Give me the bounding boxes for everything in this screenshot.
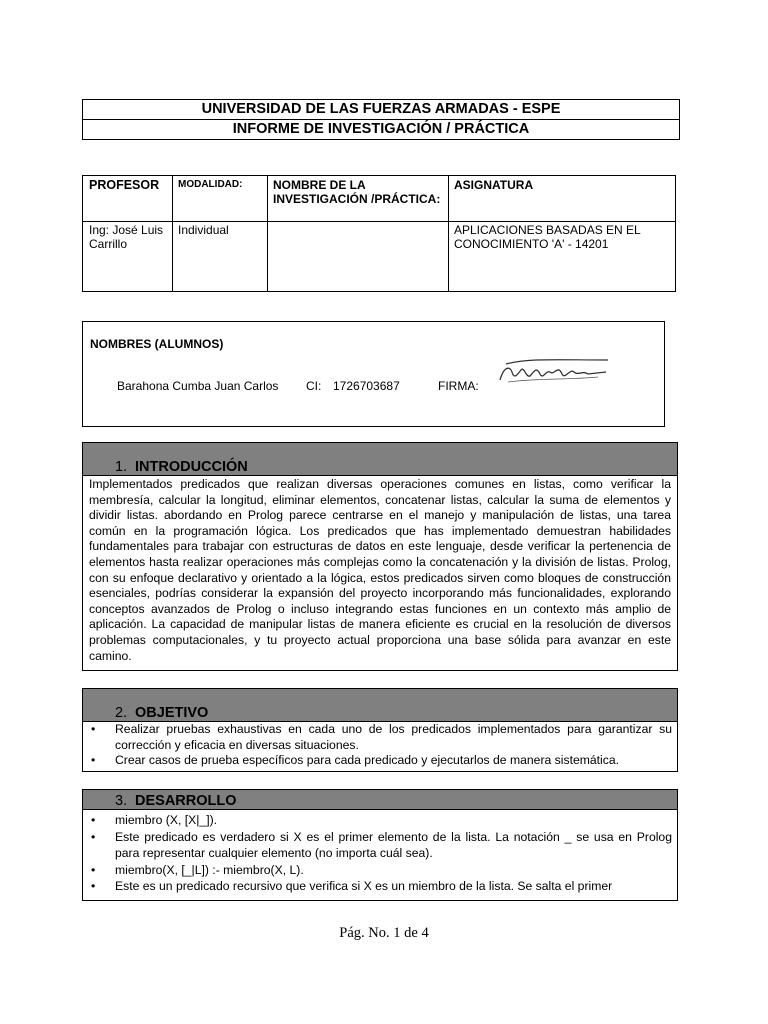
- desarrollo-list: [83, 810, 677, 895]
- firma-label: FIRMA:: [438, 379, 479, 393]
- bullet-icon: •: [91, 813, 96, 827]
- section-header: [83, 689, 677, 722]
- ci-label: CI:: [306, 379, 322, 393]
- list-item: • miembro (X, [X|_]).: [91, 813, 218, 827]
- list-item: • Este es un predicado recursivo que verifica si X es un miembro de la lista. Se salta el primer: [91, 879, 613, 894]
- bullet-icon: •: [91, 722, 96, 736]
- section-introduccion: [82, 442, 678, 671]
- section-objetivo: [82, 688, 678, 772]
- ci-value: 1726703687: [333, 379, 400, 393]
- list-item: • Realizar pruebas exhaustivas en cada uno de los predicados implementados para garantizar su corrección y eficacia en diversas situaciones.: [91, 722, 672, 752]
- bullet-icon: •: [91, 753, 96, 768]
- header-profesor: PROFESOR: [89, 178, 160, 192]
- header-nombre: NOMBRE DE LA INVESTIGACIÓN /PRÁCTICA:: [273, 178, 441, 206]
- value-modalidad: Individual: [178, 223, 229, 237]
- bullet-icon: •: [91, 829, 96, 844]
- section-title: INTRODUCCIÓN: [135, 459, 248, 475]
- students-box: [82, 321, 665, 427]
- section-header: [83, 790, 677, 810]
- info-table: [82, 175, 676, 292]
- signature-image: [488, 352, 618, 388]
- section-title: DESARROLLO: [135, 793, 237, 809]
- report-title: INFORME DE INVESTIGACIÓN / PRÁCTICA: [83, 119, 679, 139]
- bullet-icon: •: [91, 879, 96, 894]
- objetivo-list: [83, 722, 677, 771]
- section-header: [83, 443, 677, 476]
- header-asignatura: ASIGNATURA: [454, 178, 534, 192]
- intro-paragraph: Implementados predicados que realizan diversas operaciones comunes en listas, como verificar la membresía, calcular la longitud, eliminar elementos, concatenar listas, calcular la suma de elementos y dividir listas. abordando en Prolog parece centrarse en el manejo y manipulación de listas, una tarea común en la programación lógica. Los predicados que has implementado demuestran habilidades fundamentales para trabajar con estructuras de datos en este lenguaje, desde verificar la pertenencia de elementos hasta realizar operaciones más complejas como la concatenación y la división de listas. Prolog, con su enfoque declarativo y orientado a la lógica, estos predicados sirven como bloques de construcción esenciales, podrías considerar la expansión del proyecto incorporando más funcionalidades, explorando conceptos avanzados de Prolog o incluso integrando estas funciones en un contexto más amplio de aplicación. La capacidad de manipular listas de manera eficiente es crucial en la resolución de diversos problemas computacionales, y tu proyecto actual proporciona una base sólida para avanzar en este camino.: [89, 477, 671, 663]
- value-asignatura: APLICACIONES BASADAS EN EL CONOCIMIENTO 'A' - 14201: [454, 223, 641, 251]
- header-modalidad: MODALIDAD:: [178, 179, 243, 190]
- section-number: 1.: [115, 459, 128, 475]
- list-item: • Crear casos de prueba específicos para cada predicado y ejecutarlos de manera sistemática.: [91, 753, 620, 768]
- header-table: [82, 99, 680, 140]
- section-number: 2.: [115, 705, 128, 721]
- students-heading: NOMBRES (ALUMNOS): [90, 337, 224, 351]
- section-desarrollo: [82, 789, 678, 901]
- page-number: Pág. No. 1 de 4: [339, 925, 429, 941]
- section-number: 3.: [115, 793, 128, 809]
- list-item: • miembro(X, [_|L]) :- miembro(X, L).: [91, 862, 304, 877]
- bullet-icon: •: [91, 862, 96, 877]
- value-profesor: Ing: José Luis Carrillo: [89, 223, 164, 251]
- list-item: • Este predicado es verdadero si X es el primer elemento de la lista. La notación _ se usa en Prolog para representar cualquier elemento (no importa cuál sea).: [91, 829, 672, 861]
- university-title: UNIVERSIDAD DE LAS FUERZAS ARMADAS - ESPE: [201, 101, 561, 117]
- value-nombre: [267, 221, 448, 225]
- section-title: OBJETIVO: [135, 705, 209, 721]
- student-name: Barahona Cumba Juan Carlos: [117, 379, 279, 393]
